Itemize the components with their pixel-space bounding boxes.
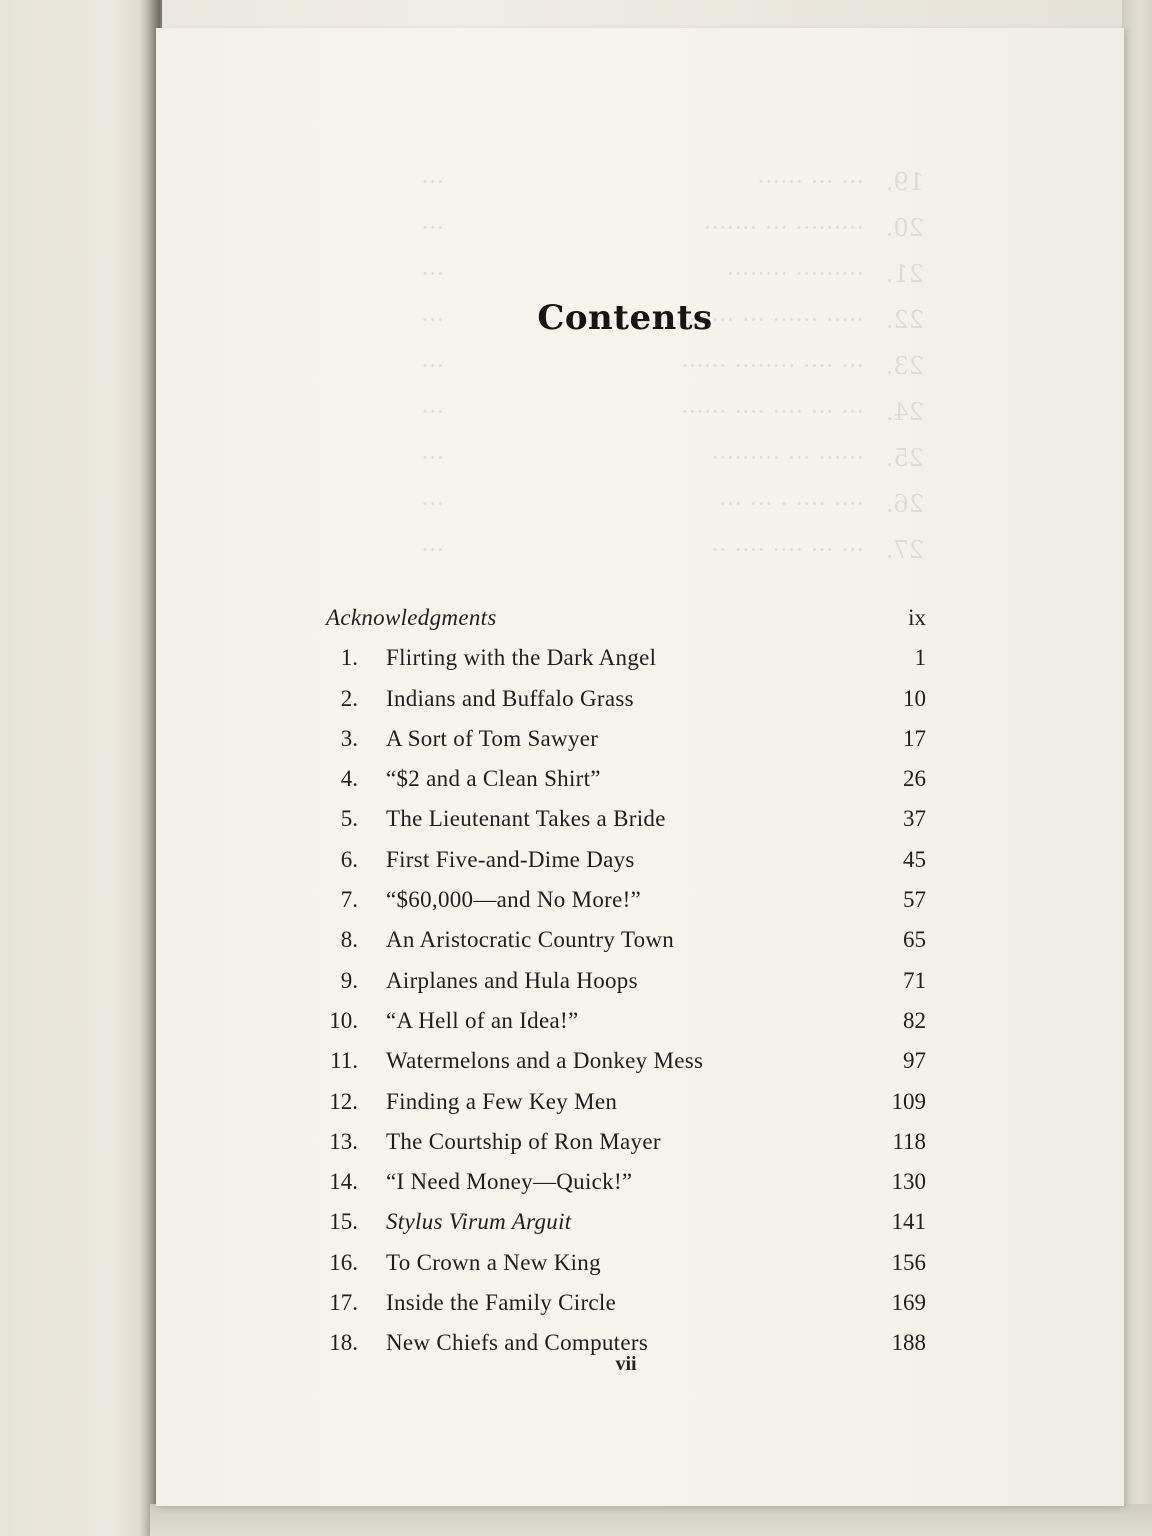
toc-entry-chapter-5[interactable]: [326, 799, 926, 839]
book-page: [156, 28, 1124, 1506]
toc-entry-number: 11.: [330, 1048, 358, 1074]
toc-entry-title: Inside the Family Circle: [386, 1290, 617, 1316]
table-of-contents: [326, 598, 926, 1364]
toc-entry-title: “I Need Money—Quick!”: [386, 1169, 633, 1195]
toc-entry-page: 1: [914, 645, 926, 671]
toc-entry-page: 37: [903, 806, 926, 832]
toc-entry-page: 109: [891, 1088, 926, 1114]
toc-entry-page: 45: [903, 846, 926, 872]
toc-entry-number: 1.: [340, 645, 358, 671]
toc-entry-page: 57: [903, 887, 926, 913]
toc-entry-chapter-4[interactable]: [326, 759, 926, 799]
toc-entry-number: 9.: [340, 967, 358, 993]
toc-entry-page: 156: [891, 1249, 926, 1275]
toc-entry-number: 6.: [340, 846, 358, 872]
toc-entry-title: Indians and Buffalo Grass: [386, 685, 634, 711]
toc-entry-page: 130: [891, 1169, 926, 1195]
toc-entry-page: 82: [903, 1007, 926, 1033]
toc-entry-number: 4.: [340, 766, 358, 792]
toc-entry-title: “$60,000—and No More!”: [386, 887, 642, 913]
toc-entry-acknowledgments[interactable]: [326, 598, 926, 638]
toc-entry-chapter-1[interactable]: [326, 638, 926, 678]
toc-entry-title: The Lieutenant Takes a Bride: [386, 806, 666, 832]
toc-entry-number: 14.: [329, 1169, 358, 1195]
toc-entry-number: 16.: [329, 1249, 358, 1275]
toc-entry-chapter-2[interactable]: [326, 679, 926, 719]
page-title: Contents: [537, 298, 713, 338]
toc-entry-title: To Crown a New King: [386, 1249, 601, 1275]
toc-entry-chapter-12[interactable]: [326, 1082, 926, 1122]
toc-entry-chapter-15[interactable]: [326, 1202, 926, 1242]
toc-entry-number: 15.: [329, 1209, 358, 1235]
toc-entry-title: First Five-and-Dime Days: [386, 846, 635, 872]
show-through-reverse-page: 19. ··· ··· ······ ··· 20. ········· ··· ······· ··· 21. ········· ········ ··· 22. ····· ······ ··· ······· ··· 23. ··· ···· ········ ······ ··· 24. ··· ··· ···· ···· ······ ··· 25. ······ ··· ········· ··· 26. ···· ···· · ··· ··· ··· 27. ··· ··· ···· ···· ·· ···: [421, 168, 924, 564]
toc-entry-chapter-11[interactable]: [326, 1041, 926, 1081]
toc-entry-title: An Aristocratic Country Town: [386, 927, 675, 953]
toc-entry-chapter-9[interactable]: [326, 961, 926, 1001]
toc-entry-number: 10.: [329, 1007, 358, 1033]
toc-entry-page: 17: [903, 725, 926, 751]
toc-entry-number: 7.: [340, 887, 358, 913]
toc-entry-chapter-13[interactable]: [326, 1122, 926, 1162]
page-number: vii: [615, 1353, 637, 1375]
toc-entry-page: 188: [891, 1330, 926, 1356]
toc-entry-title: The Courtship of Ron Mayer: [386, 1128, 661, 1154]
toc-entry-chapter-10[interactable]: [326, 1001, 926, 1041]
toc-entry-title: Finding a Few Key Men: [386, 1088, 618, 1114]
toc-entry-chapter-17[interactable]: [326, 1283, 926, 1323]
toc-entry-title: Acknowledgments: [326, 605, 497, 630]
toc-entry-number: 3.: [340, 725, 358, 751]
toc-entry-chapter-3[interactable]: [326, 719, 926, 759]
toc-entry-chapter-6[interactable]: [326, 840, 926, 880]
toc-entry-page: 97: [903, 1048, 926, 1074]
right-backdrop: [1122, 0, 1152, 1536]
chapter-list: [326, 638, 926, 1363]
toc-entry-title: Airplanes and Hula Hoops: [386, 967, 638, 993]
toc-entry-chapter-7[interactable]: [326, 880, 926, 920]
toc-entry-page: 65: [903, 927, 926, 953]
toc-entry-title: Flirting with the Dark Angel: [386, 645, 657, 671]
toc-entry-page: 118: [892, 1128, 926, 1154]
bottom-backdrop: [150, 1504, 1152, 1536]
toc-entry-number: 13.: [329, 1128, 358, 1154]
toc-entry-page: 169: [891, 1290, 926, 1316]
toc-entry-number: 12.: [329, 1088, 358, 1114]
toc-entry-page: 141: [891, 1209, 926, 1235]
toc-entry-number: 8.: [340, 927, 358, 953]
toc-entry-title: Stylus Virum Arguit: [386, 1209, 572, 1235]
toc-entry-title: New Chiefs and Computers: [386, 1330, 649, 1356]
toc-entry-page: 71: [903, 967, 926, 993]
toc-entry-number: 5.: [340, 806, 358, 832]
toc-entry-number: 17.: [329, 1290, 358, 1316]
facing-page-edge: [0, 0, 160, 1536]
toc-entry-chapter-14[interactable]: [326, 1162, 926, 1202]
toc-entry-number: 2.: [340, 685, 358, 711]
toc-entry-number: 18.: [329, 1330, 358, 1356]
toc-entry-chapter-8[interactable]: [326, 920, 926, 960]
toc-entry-page: 26: [903, 766, 926, 792]
toc-entry-title: “$2 and a Clean Shirt”: [386, 766, 601, 792]
toc-entry-chapter-16[interactable]: [326, 1243, 926, 1283]
toc-entry-title: “A Hell of an Idea!”: [386, 1007, 579, 1033]
toc-entry-page: ix: [908, 605, 926, 630]
toc-entry-page: 10: [903, 685, 926, 711]
toc-entry-title: Watermelons and a Donkey Mess: [386, 1048, 704, 1074]
toc-entry-title: A Sort of Tom Sawyer: [386, 725, 599, 751]
